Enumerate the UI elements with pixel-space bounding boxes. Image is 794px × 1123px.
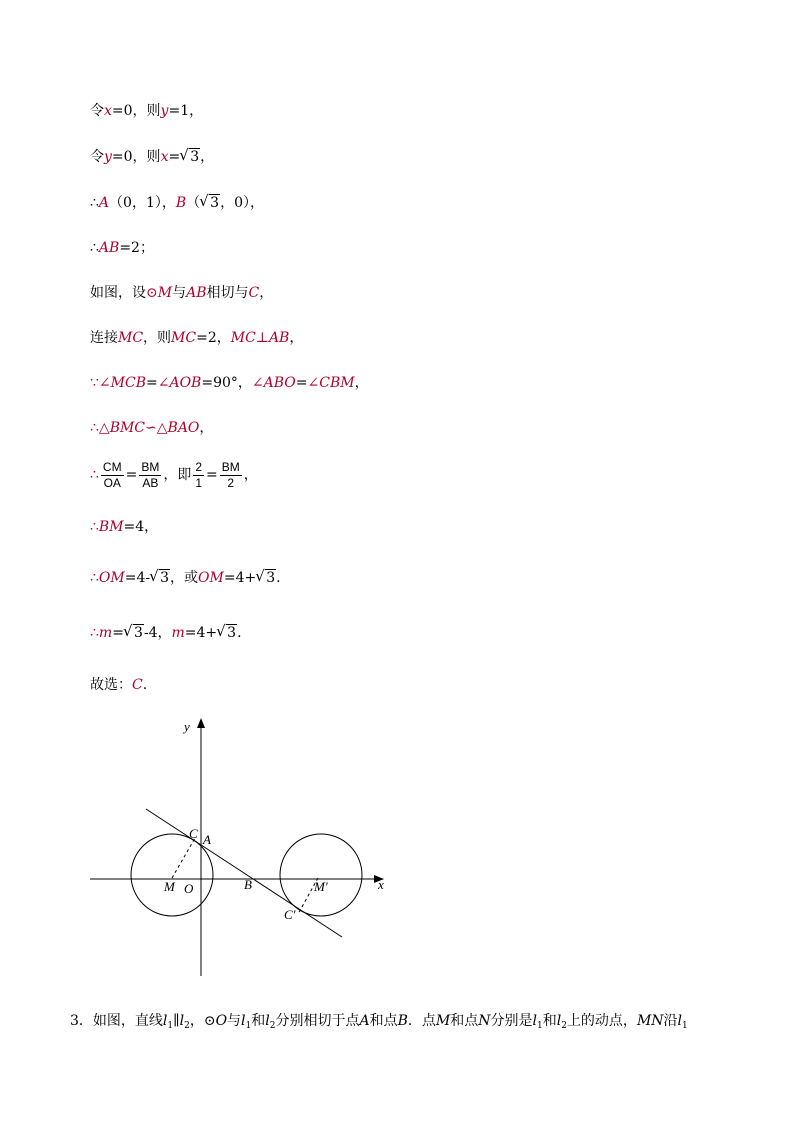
var-o: O [215, 1013, 228, 1029]
perpendicular-expr: MC⊥AB [230, 330, 290, 346]
text: ， [243, 467, 258, 483]
text: =4， [123, 519, 159, 535]
label-m-prime: M′ [314, 879, 328, 894]
text: （ [186, 195, 201, 211]
subscript: 2 [561, 1021, 567, 1031]
circle-m-prime [280, 834, 362, 916]
text: = [112, 625, 124, 641]
line-8 [90, 418, 213, 438]
text: 上的动点， [566, 1013, 637, 1029]
text: 相切与 [206, 285, 249, 301]
text: 如图，设 [90, 285, 146, 301]
angle-abo: ∠ABO [251, 375, 296, 391]
segment-om: OM [98, 570, 125, 586]
var-m: M [157, 285, 173, 301]
text: 与 [227, 1013, 242, 1029]
sqrt-symbol [124, 623, 144, 643]
fraction [193, 460, 204, 491]
text: =0，则 [111, 149, 161, 165]
subscript: 1 [536, 1021, 543, 1031]
parallel-symbol: ∥ [173, 1013, 180, 1029]
fraction [220, 460, 242, 491]
problem-number: 3． [70, 1013, 93, 1029]
text: =0，则 [111, 103, 161, 119]
line-6 [90, 328, 303, 348]
var-x: x [160, 149, 169, 165]
label-c: C [189, 826, 198, 841]
text: = [206, 467, 218, 483]
therefore-symbol: ∴ [90, 467, 99, 483]
subscript: 1 [682, 1021, 688, 1031]
text: ， [289, 330, 304, 346]
text: ∴ [90, 195, 99, 211]
sqrt-symbol [256, 568, 276, 588]
numerator: BM [141, 459, 160, 474]
var-l: l [162, 1013, 168, 1029]
radicand: 3 [266, 570, 276, 586]
line-2 [90, 147, 214, 167]
similar-symbol: ∽ [145, 420, 157, 436]
radius-mc [172, 838, 195, 878]
fraction [139, 460, 161, 491]
label-a: A [203, 832, 211, 847]
radicand: 3 [210, 195, 220, 211]
therefore-symbol: ∴ [90, 519, 99, 535]
line-1 [90, 101, 203, 121]
radicand: 3 [133, 625, 143, 641]
var-l: l [556, 1013, 562, 1029]
segment-mc: MC [118, 330, 144, 346]
line-12 [90, 623, 242, 643]
sqrt-symbol [217, 623, 237, 643]
subscript: 1 [245, 1021, 252, 1031]
triangle-bmc: △BMC [98, 420, 146, 436]
sqrt-symbol [180, 147, 200, 167]
text: . [142, 677, 148, 693]
var-m: m [98, 625, 113, 641]
angle-mcb: ∠MCB [98, 375, 146, 391]
numerator: BM [221, 459, 240, 474]
text: 故选： [90, 677, 132, 693]
circle-symbol: ⊙ [146, 285, 158, 301]
text: =1， [168, 103, 204, 119]
var-mn: MN [636, 1013, 664, 1029]
segment-ab: AB [186, 285, 207, 301]
geometry-figure [80, 712, 400, 984]
numerator: 2 [195, 459, 203, 474]
text: 沿 [663, 1013, 678, 1029]
line-3 [90, 193, 264, 213]
text: 令 [90, 103, 104, 119]
text: =90°， [201, 375, 252, 391]
segment-mc: MC [171, 330, 197, 346]
segment-ab: AB [98, 240, 120, 256]
subscript: 2 [269, 1021, 276, 1031]
text: 和 [542, 1013, 557, 1029]
denominator: OA [103, 475, 121, 490]
var-l: l [677, 1013, 683, 1029]
radicand: 3 [160, 570, 170, 586]
segment-om: OM [198, 570, 224, 586]
text: ．点 [407, 1013, 436, 1029]
text: 和点 [369, 1013, 398, 1029]
var-l: l [265, 1013, 270, 1029]
var-y: y [104, 149, 112, 165]
label-o: O [184, 881, 194, 896]
answer-c: C [132, 677, 143, 693]
var-a: A [359, 1013, 370, 1029]
label-b: B [244, 877, 252, 892]
angle-cbm: ∠CBM [307, 375, 355, 391]
text: . [237, 625, 242, 641]
text: ，即 [163, 467, 192, 483]
denominator: 1 [195, 475, 203, 490]
var-l: l [179, 1013, 185, 1029]
text: 令 [90, 149, 104, 165]
text: = [146, 375, 158, 391]
angle-aob: ∠AOB [157, 375, 202, 391]
var-b: B [397, 1013, 408, 1029]
label-x: x [378, 877, 384, 892]
subscript: 1 [167, 1021, 174, 1031]
text: 如图，直线 [92, 1013, 163, 1029]
var-y: y [160, 103, 169, 119]
denominator: AB [142, 475, 159, 490]
text: = [125, 467, 138, 483]
text: =4+ [184, 625, 218, 641]
text: =4+ [223, 570, 257, 586]
text: = [295, 375, 308, 391]
text: = [168, 149, 181, 165]
radicand: 3 [190, 149, 200, 165]
var-m: m [171, 625, 185, 641]
y-axis-arrow [197, 718, 205, 728]
text: 和点 [450, 1013, 479, 1029]
text: ， [200, 149, 215, 165]
text: ， [259, 285, 274, 301]
therefore-symbol: ∴ [90, 625, 99, 641]
text: -4， [143, 625, 172, 641]
line-7 [90, 373, 369, 393]
fraction [101, 460, 124, 491]
because-symbol: ∵ [90, 375, 99, 391]
var-l: l [241, 1013, 246, 1029]
var-n: N [478, 1013, 491, 1029]
text: ，0）， [220, 195, 265, 211]
text: （0，1）， [109, 195, 176, 211]
text: =2， [196, 330, 231, 346]
text: . [276, 570, 281, 586]
label-y: y [184, 719, 190, 734]
problem-3 [70, 1011, 688, 1036]
text: ∴ [90, 240, 99, 256]
line-5 [90, 283, 273, 303]
sqrt-symbol [200, 193, 220, 213]
line-10 [90, 517, 158, 537]
text: ，或 [170, 570, 199, 586]
label-m: M [164, 879, 175, 894]
text: =2； [119, 240, 154, 256]
radicand: 3 [227, 625, 237, 641]
sqrt-symbol [150, 568, 170, 588]
subscript: 2 [184, 1021, 190, 1031]
segment-bm: BM [98, 519, 124, 535]
therefore-symbol: ∴ [90, 570, 99, 586]
text: 和 [251, 1013, 266, 1029]
text: ，则 [143, 330, 172, 346]
point-a: A [98, 195, 110, 211]
label-c-prime: C′ [284, 907, 296, 922]
text: ， [354, 375, 369, 391]
numerator: CM [102, 459, 122, 474]
denominator: 2 [227, 475, 235, 490]
triangle-bao: △BAO [156, 420, 200, 436]
text: 分别是 [490, 1013, 533, 1029]
text: 分别相切于点 [275, 1013, 360, 1029]
var-l: l [532, 1013, 537, 1029]
therefore-symbol: ∴ [90, 420, 99, 436]
point-b: B [175, 195, 187, 211]
text: ， [199, 420, 214, 436]
text: 与 [172, 285, 187, 301]
point-c: C [248, 285, 260, 301]
text: 连接 [90, 330, 118, 346]
var-x: x [104, 103, 112, 119]
text: =4- [124, 570, 151, 586]
line-13 [90, 675, 147, 695]
var-m: M [435, 1013, 451, 1029]
text: ，⊙ [189, 1013, 216, 1029]
line-11 [90, 568, 281, 588]
line-4 [90, 238, 154, 258]
line-9 [90, 458, 258, 492]
